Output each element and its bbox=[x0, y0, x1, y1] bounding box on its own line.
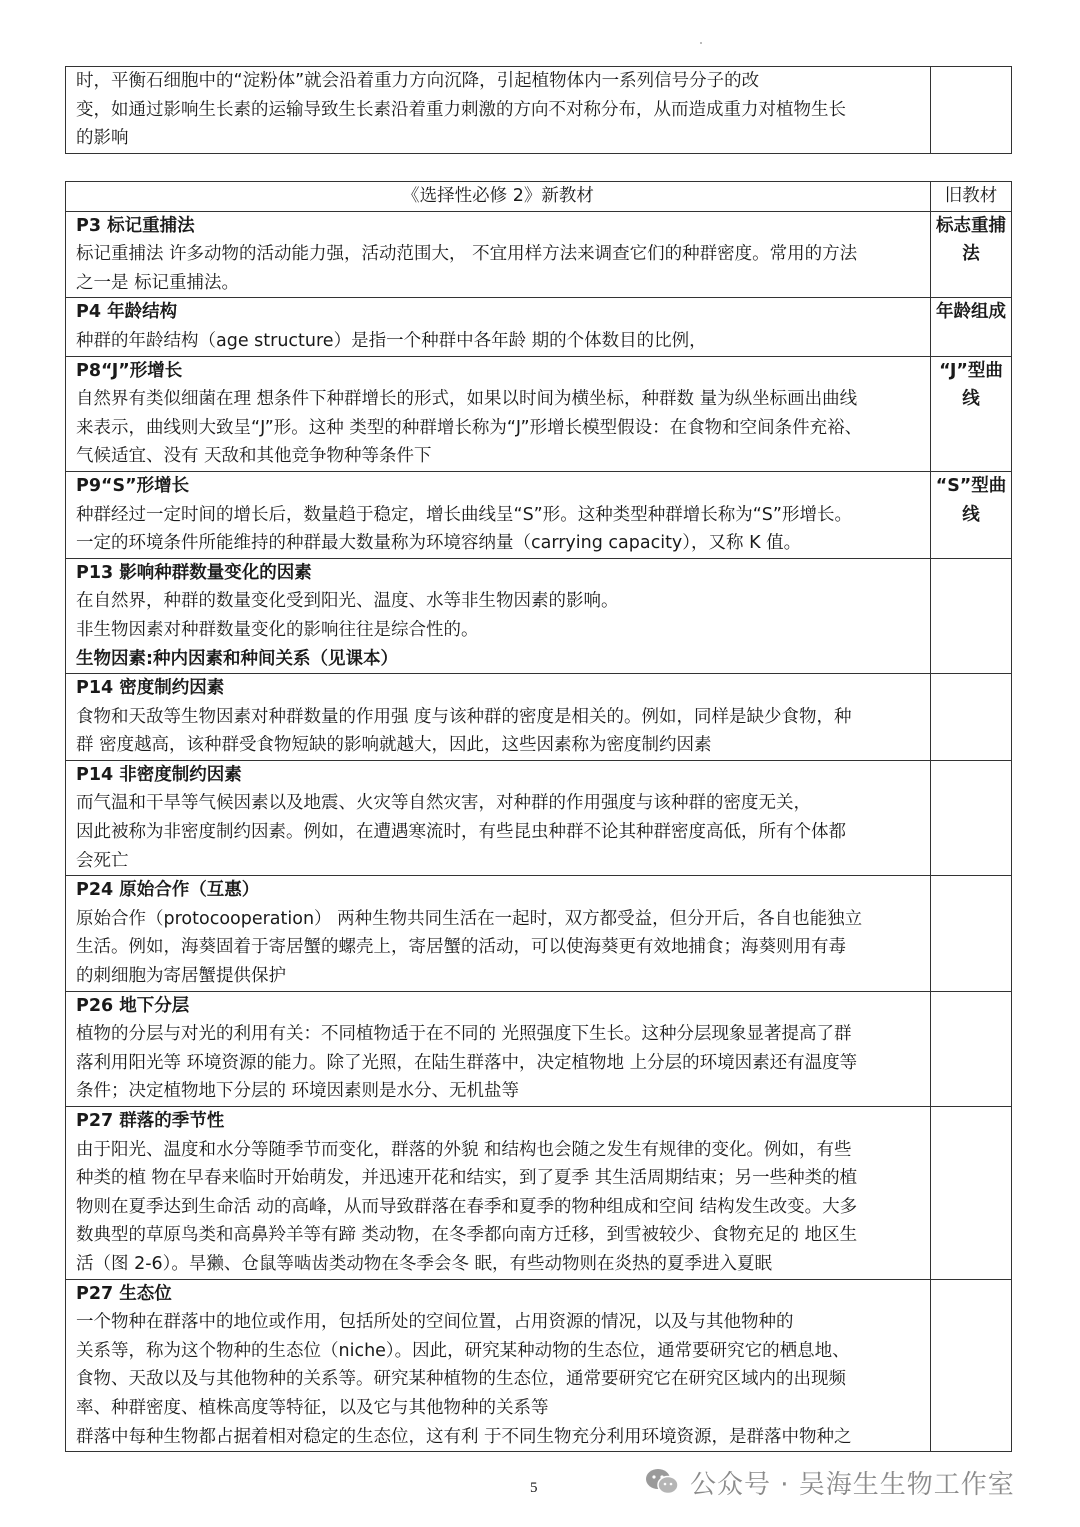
entry-title: P26 地下分层 bbox=[76, 995, 190, 1016]
text-line: 群 密度越高，该种群受食物短缺的影响就越大，因此，这些因素称为密度制约因素 bbox=[76, 735, 712, 756]
text-line: 种类的植 物在早春来临时开始萌发，并迅速开花和结实，到了夏季 其生活周期结束；另一些种类的植 bbox=[76, 1168, 858, 1189]
new-textbook-cell bbox=[66, 211, 931, 298]
text-line: 数典型的草原鸟类和高鼻羚羊等有蹄 类动物，在冬季都向南方迁移，到雪被较少、食物充足的 地区生 bbox=[76, 1225, 858, 1246]
table-row bbox=[66, 760, 1012, 875]
text-line: 率、种群密度、植株高度等特征，以及它与其他物种的关系等 bbox=[76, 1397, 549, 1418]
old-textbook-term: “J”型曲线 bbox=[931, 356, 1012, 471]
text-line: 落利用阳光等 环境资源的能力。除了光照，在陆生群落中，决定植物地 上分层的环境因素还有温度等 bbox=[76, 1052, 858, 1073]
old-textbook-term: 标志重捕法 bbox=[931, 211, 1012, 298]
new-textbook-cell bbox=[66, 298, 931, 356]
text-line: 生活。例如，海葵固着于寄居蟹的螺壳上，寄居蟹的活动，可以使海葵更有效地捕食；海葵则用有毒 bbox=[76, 937, 846, 958]
text-line: 物则在夏季达到生命活 动的高峰，从而导致群落在春季和夏季的物种组成和空间 结构发生改变。大多 bbox=[76, 1196, 858, 1217]
header-old-textbook: 旧教材 bbox=[931, 182, 1012, 212]
text-line: 来表示，曲线则大致呈“J”形。这种 类型的种群增长称为“J”形增长模型假设：在食物和空间条件充裕、 bbox=[76, 417, 863, 438]
text-line: 食物和天敌等生物因素对种群数量的作用强 度与该种群的密度是相关的。例如，同样是缺少食物，种 bbox=[76, 706, 852, 727]
text-line: 活（图 2-6）。旱獭、仓鼠等啮齿类动物在冬季会冬 眠，有些动物则在炎热的夏季进入夏眠 bbox=[76, 1253, 772, 1274]
text-line: 条件；决定植物地下分层的 环境因素则是水分、无机盐等 bbox=[76, 1081, 520, 1102]
old-textbook-term: “S”型曲线 bbox=[931, 471, 1012, 558]
new-textbook-cell bbox=[66, 991, 931, 1106]
table-row bbox=[66, 1279, 1012, 1452]
entry-title: P14 非密度制约因素 bbox=[76, 764, 242, 785]
continuation-cell bbox=[66, 67, 931, 154]
new-textbook-cell bbox=[66, 1279, 931, 1452]
page-number: 5 bbox=[530, 1480, 538, 1496]
table-body bbox=[66, 211, 1012, 1452]
wechat-icon bbox=[644, 1467, 680, 1497]
old-textbook-cell bbox=[931, 67, 1012, 154]
comparison-table bbox=[65, 181, 1012, 1452]
table-row bbox=[66, 356, 1012, 471]
old-textbook-term bbox=[931, 1279, 1012, 1452]
table-row bbox=[66, 1107, 1012, 1280]
watermark bbox=[644, 1462, 1015, 1502]
text-line: 一定的环境条件所能维持的种群最大数量称为环境容纳量（carrying capacity），又称 K 值。 bbox=[76, 533, 802, 554]
entry-title: P13 影响种群数量变化的因素 bbox=[76, 562, 312, 583]
old-textbook-term: 年龄组成 bbox=[931, 298, 1012, 356]
text-line: 而气温和干旱等气候因素以及地震、火灾等自然灾害，对种群的作用强度与该种群的密度无关， bbox=[76, 793, 811, 814]
text-line: 在自然界，种群的数量变化受到阳光、温度、水等非生物因素的影响。 bbox=[76, 591, 619, 612]
new-textbook-cell bbox=[66, 876, 931, 991]
text-line: 一个物种在群落中的地位或作用，包括所处的空间位置，占用资源的情况，以及与其他物种的 bbox=[76, 1312, 794, 1333]
table-row bbox=[66, 471, 1012, 558]
text-line: 时，平衡石细胞中的“淀粉体”就会沿着重力方向沉降，引起植物体内一系列信号分子的改 bbox=[76, 71, 760, 91]
text-line: 会死亡 bbox=[76, 850, 129, 871]
table-row bbox=[66, 674, 1012, 761]
entry-title: P27 群落的季节性 bbox=[76, 1111, 225, 1131]
header-new-textbook: 《选择性必修 2》新教材 bbox=[66, 182, 931, 212]
table-row bbox=[66, 211, 1012, 298]
new-textbook-cell bbox=[66, 674, 931, 761]
old-textbook-term bbox=[931, 991, 1012, 1106]
new-textbook-cell bbox=[66, 356, 931, 471]
text-line: 种群的年龄结构（age structure）是指一个种群中各年龄 期的个体数目的比例， bbox=[76, 330, 707, 351]
entry-title: P9“S”形增长 bbox=[76, 475, 190, 496]
entry-title: P24 原始合作（互惠） bbox=[76, 880, 260, 901]
new-textbook-cell bbox=[66, 1107, 931, 1280]
scan-speck bbox=[700, 42, 702, 44]
text-line: 原始合作（protocooperation） 两种生物共同生活在一起时，双方都受益，但分开后，各自也能独立 bbox=[76, 908, 863, 929]
text-line: 关系等，称为这个物种的生态位（niche）。因此，研究某种动物的生态位，通常要研究它的栖息地、 bbox=[76, 1340, 850, 1361]
old-textbook-term bbox=[931, 760, 1012, 875]
text-line: 种群经过一定时间的增长后，数量趋于稳定，增长曲线呈“S”形。这种类型种群增长称为“S”形增长。 bbox=[76, 504, 852, 525]
text-line: 标记重捕法 许多动物的活动能力强，活动范围大， 不宜用样方法来调查它们的种群密度。常用的方法 bbox=[76, 244, 858, 265]
text-line: 自然界有类似细菌在理 想条件下种群增长的形式，如果以时间为横坐标，种群数 量为纵坐标画出曲线 bbox=[76, 389, 858, 410]
old-textbook-term bbox=[931, 876, 1012, 991]
table-header-row bbox=[66, 182, 1012, 212]
new-textbook-cell bbox=[66, 471, 931, 558]
bold-text-line: 生物因素:种内因素和种间关系（见课本） bbox=[76, 648, 398, 669]
table-row bbox=[66, 876, 1012, 991]
text-line: 因此被称为非密度制约因素。例如，在遭遇寒流时，有些昆虫种群不论其种群密度高低，所有个体都 bbox=[76, 822, 846, 843]
text-line: 植物的分层与对光的利用有关：不同植物适于在不同的 光照强度下生长。这种分层现象显著提高了群 bbox=[76, 1024, 852, 1045]
text-line: 食物、天敌以及与其他物种的关系等。研究某种植物的生态位，通常要研究它在研究区域内的出现频 bbox=[76, 1369, 846, 1390]
continuation-table bbox=[65, 66, 1012, 154]
old-textbook-term bbox=[931, 1107, 1012, 1280]
entry-title: P3 标记重捕法 bbox=[76, 215, 195, 236]
entry-title: P27 生态位 bbox=[76, 1283, 172, 1304]
text-line: 的刺细胞为寄居蟹提供保护 bbox=[76, 966, 286, 987]
new-textbook-cell bbox=[66, 760, 931, 875]
entry-title: P4 年龄结构 bbox=[76, 302, 178, 323]
text-line: 的影响 bbox=[76, 128, 129, 149]
text-line: 群落中每种生物都占据着相对稳定的生态位，这有利 于不同生物充分利用环境资源，是群落中物种之 bbox=[76, 1426, 852, 1447]
watermark-text: 公众号 · 吴海生生物工作室 bbox=[690, 1469, 1015, 1500]
table-row bbox=[66, 67, 1012, 154]
text-line: 气候适宜、没有 天敌和其他竞争物种等条件下 bbox=[76, 446, 432, 467]
text-line: 之一是 标记重捕法。 bbox=[76, 272, 240, 293]
table-row bbox=[66, 298, 1012, 356]
new-textbook-cell bbox=[66, 558, 931, 673]
text-line: 非生物因素对种群数量变化的影响往往是综合性的。 bbox=[76, 619, 479, 640]
old-textbook-term bbox=[931, 674, 1012, 761]
table-row bbox=[66, 991, 1012, 1106]
old-textbook-term bbox=[931, 558, 1012, 673]
entry-title: P14 密度制约因素 bbox=[76, 678, 225, 699]
text-line: 变，如通过影响生长素的运输导致生长素沿着重力刺激的方向不对称分布，从而造成重力对植物生长 bbox=[76, 99, 846, 120]
table-row bbox=[66, 558, 1012, 673]
entry-title: P8“J”形增长 bbox=[76, 360, 183, 381]
text-line: 由于阳光、温度和水分等随季节而变化，群落的外貌 和结构也会随之发生有规律的变化。例如，有些 bbox=[76, 1139, 852, 1160]
